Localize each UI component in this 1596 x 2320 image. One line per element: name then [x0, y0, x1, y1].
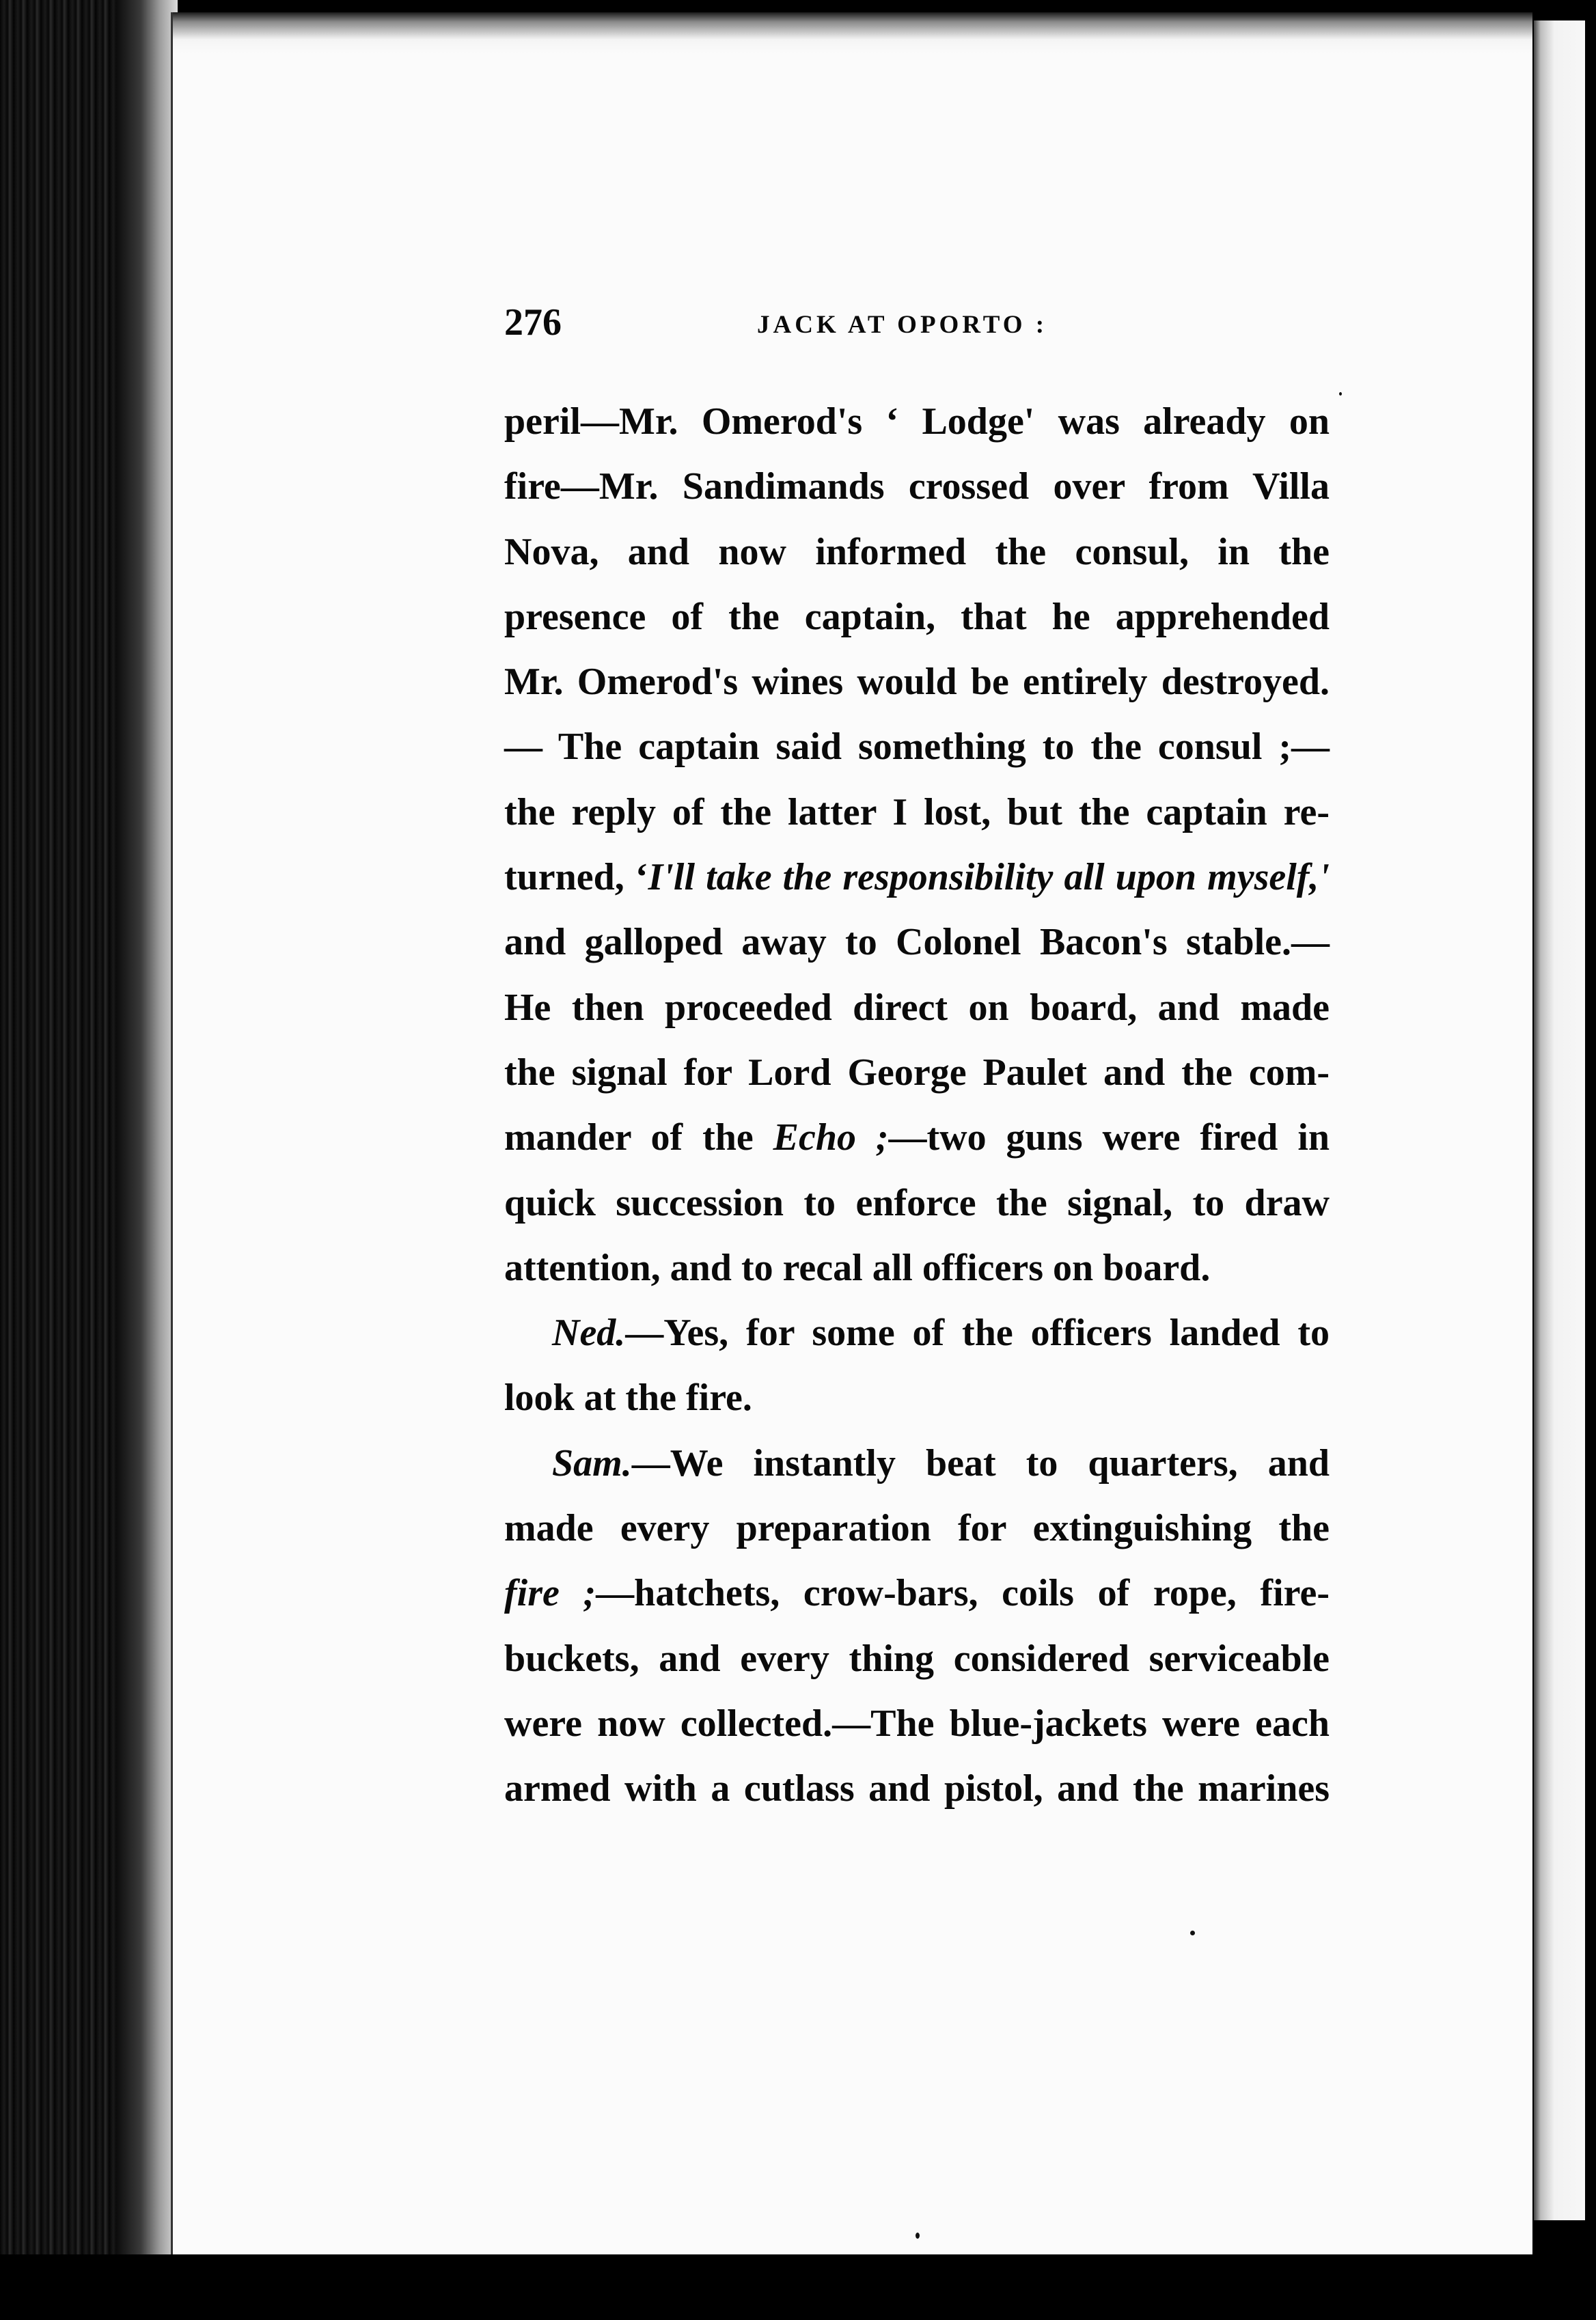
text-line: [504, 910, 1330, 975]
text-line: [504, 585, 1330, 650]
text-line: [504, 1301, 1330, 1366]
text-line: [504, 715, 1330, 779]
page-number: 276: [504, 301, 562, 344]
running-head: [504, 301, 1330, 355]
text-segment: —We instantly beat to quarters, and: [631, 1441, 1330, 1484]
text-line: [504, 1366, 1330, 1431]
text-segment: and galloped away to Colonel Bacon's stable.—: [504, 921, 1330, 964]
text-segment: look at the fire.: [504, 1377, 752, 1420]
speck: [1339, 392, 1342, 396]
text-line: [504, 1171, 1330, 1236]
text-segment: armed with a cutlass and pistol, and the marines: [504, 1767, 1330, 1810]
text-block: [504, 301, 1330, 1822]
italic-text: fire ;: [504, 1572, 596, 1615]
text-segment: mander of the: [504, 1116, 773, 1159]
text-line: [504, 454, 1330, 519]
italic-text: Echo ;: [773, 1116, 889, 1159]
speck: [1190, 1931, 1195, 1935]
text-line: [504, 845, 1330, 910]
italic-text: Sam.: [552, 1441, 632, 1484]
text-segment: —two guns were fired in: [888, 1116, 1330, 1159]
body-text: [504, 389, 1330, 1822]
text-line: [504, 780, 1330, 845]
text-line: [504, 520, 1330, 585]
page-top-edge: [173, 12, 1532, 53]
text-line: [504, 1431, 1330, 1496]
text-segment: the reply of the latter I lost, but the captain re-: [504, 790, 1330, 833]
text-line: [504, 1691, 1330, 1756]
italic-text: Ned.: [552, 1312, 626, 1355]
text-segment: Nova, and now informed the consul, in the: [504, 530, 1330, 573]
text-segment: attention, and to recal all officers on board.: [504, 1246, 1211, 1289]
text-line: [504, 1236, 1330, 1301]
italic-text: I'll take the responsibility all upon myself,': [648, 856, 1330, 899]
text-segment: —hatchets, crow-bars, coils of rope, fire-: [596, 1572, 1330, 1615]
text-segment: presence of the captain, that he apprehended: [504, 595, 1330, 638]
text-segment: buckets, and every thing considered serviceable: [504, 1637, 1330, 1680]
text-segment: He then proceeded direct on board, and made: [504, 986, 1330, 1029]
text-segment: Mr. Omerod's wines would be entirely destroyed.: [504, 661, 1330, 704]
speck: [916, 2233, 920, 2239]
text-segment: made every preparation for extinguishing the: [504, 1507, 1330, 1550]
text-line: [504, 1627, 1330, 1691]
next-leaf-edge: [1534, 20, 1585, 2220]
text-line: [504, 1105, 1330, 1170]
text-segment: —Yes, for some of the officers landed to: [625, 1312, 1330, 1355]
text-segment: peril—Mr. Omerod's ‘ Lodge' was already on: [504, 400, 1330, 443]
text-segment: — The captain said something to the consul ;—: [504, 726, 1330, 769]
text-line: [504, 1561, 1330, 1626]
text-segment: were now collected.—The blue-jackets were each: [504, 1702, 1330, 1745]
text-segment: the signal for Lord George Paulet and the com-: [504, 1051, 1330, 1094]
text-line: [504, 1496, 1330, 1561]
text-line: [504, 650, 1330, 715]
text-line: [504, 1040, 1330, 1105]
text-line: [504, 1756, 1330, 1821]
text-segment: fire—Mr. Sandimands crossed over from Villa: [504, 465, 1330, 508]
text-line: [504, 976, 1330, 1040]
bottom-dark-band: [0, 2254, 1596, 2320]
text-line: [504, 389, 1330, 454]
text-segment: quick succession to enforce the signal, to draw: [504, 1181, 1330, 1224]
running-title: JACK AT OPORTO :: [757, 311, 1048, 339]
text-segment: turned, ‘: [504, 856, 648, 899]
page-stack-edge: [116, 0, 178, 2320]
